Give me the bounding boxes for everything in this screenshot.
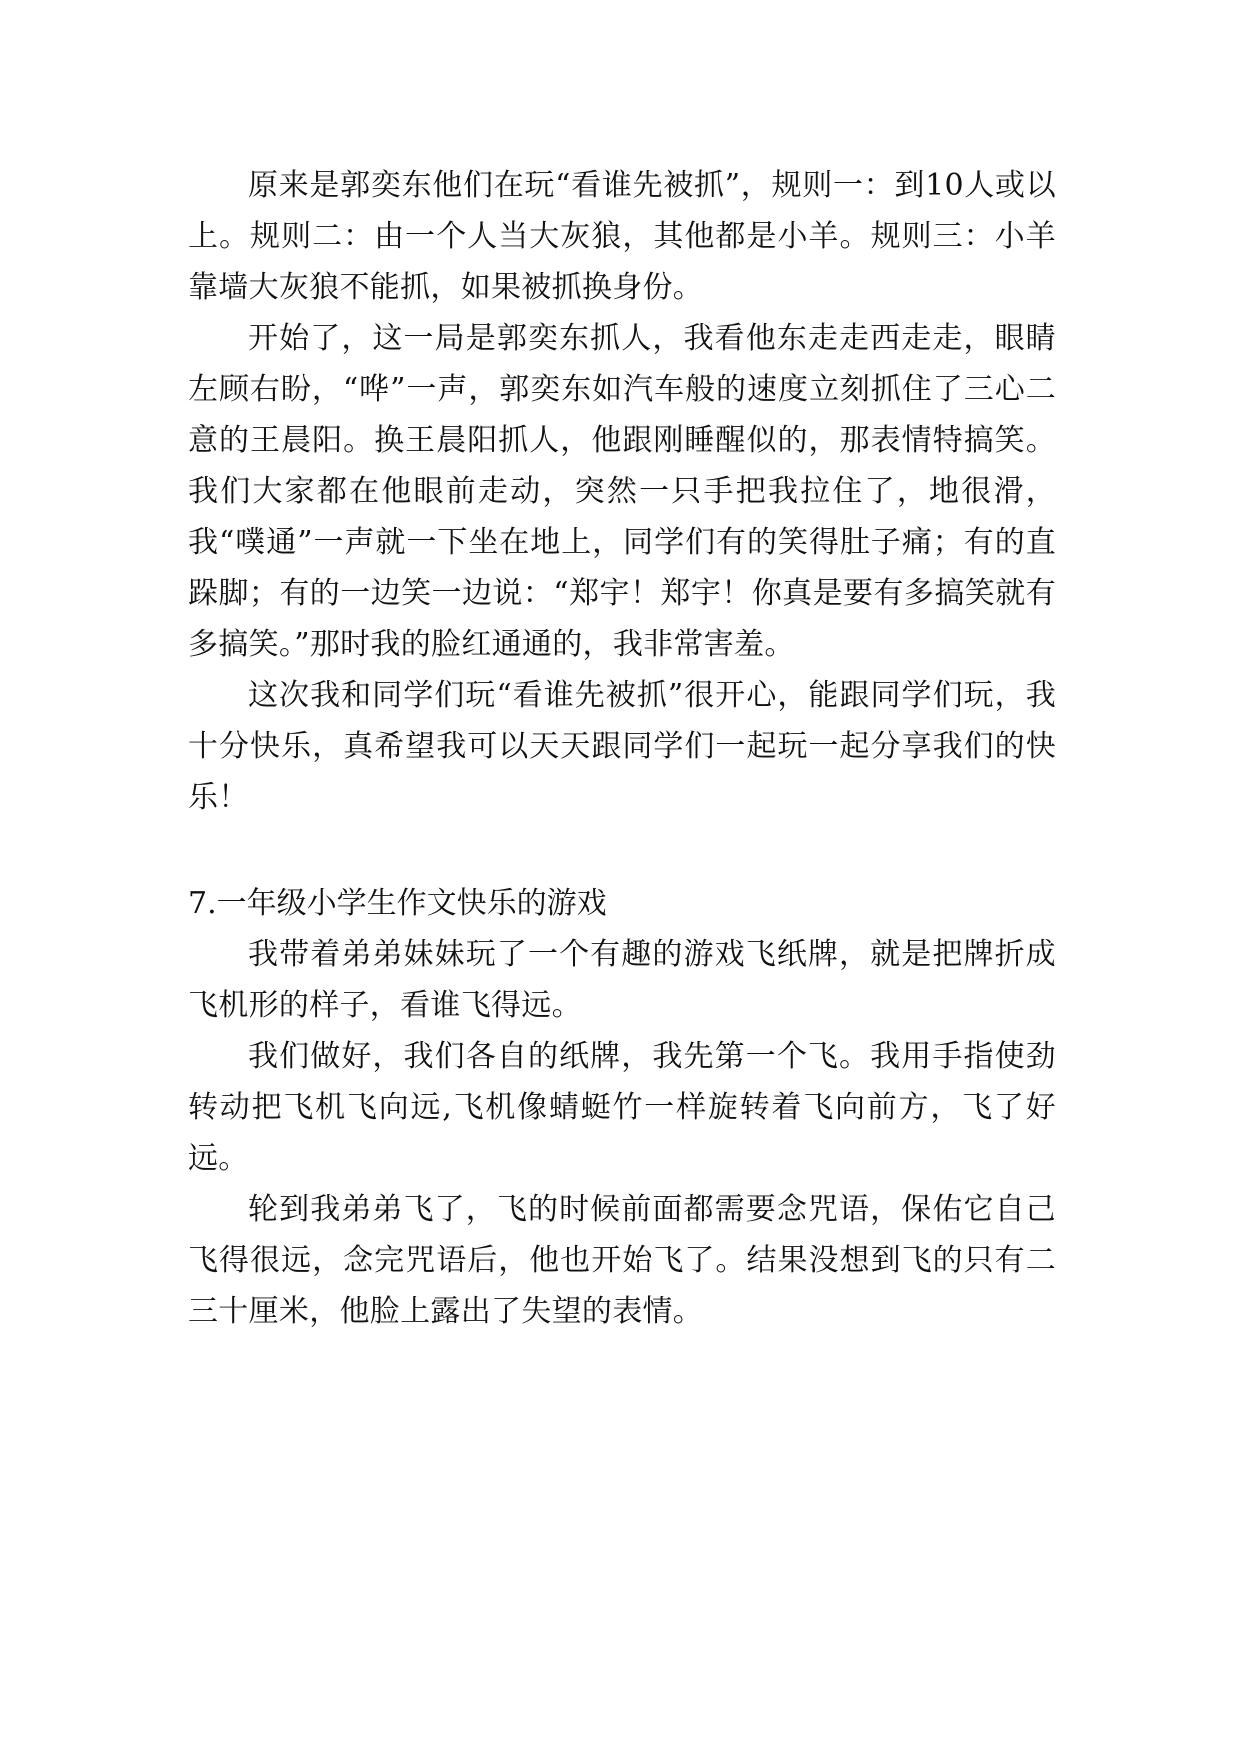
paragraph-game-story: 开始了，这一局是郭奕东抓人，我看他东走走西走走，眼睛左顾右盼，“哗”一声，郭奕东如汽车般的速度立刻抓住了三心二意的王晨阳。换王晨阳抓人，他跟刚睡醒似的，那表情特搞笑。我们大家都在他眼前走动，突然一只手把我拉住了，地很滑，我“噗通”一声就一下坐在地上，同学们有的笑得肚子痛；有的直跺脚；有的一边笑一边说：“郑宇！郑宇！你真是要有多搞笑就有多搞笑。”那时我的脸红通通的，我非常害羞。 <box>188 321 1056 662</box>
document-page <box>188 160 1056 1337</box>
paragraph-game-rules: 原来是郭奕东他们在玩“看谁先被抓”，规则一：到10人或以上。规则二：由一个人当大灰狼，其他都是小羊。规则三：小羊靠墙大灰狼不能抓，如果被抓换身份。 <box>188 168 1056 305</box>
section-spacer <box>188 823 1056 878</box>
paragraph-first-flight: 我们做好，我们各自的纸牌，我先第一个飞。我用手指使劲转动把飞机飞向远,飞机像蜻蜓竹一样旋转着飞向前方，飞了好远。 <box>188 1039 1056 1176</box>
paragraph-game-conclusion: 这次我和同学们玩“看谁先被抓”很开心，能跟同学们玩，我十分快乐，真希望我可以天天跟同学们一起玩一起分享我们的快乐！ <box>188 678 1056 815</box>
paragraph-paper-plane-intro: 我带着弟弟妹妹玩了一个有趣的游戏飞纸牌，就是把牌折成飞机形的样子，看谁飞得远。 <box>188 937 1056 1023</box>
essay-heading: 7.一年级小学生作文快乐的游戏 <box>188 886 607 921</box>
paragraph-brother-flight: 轮到我弟弟飞了，飞的时候前面都需要念咒语，保佑它自己飞得很远，念完咒语后，他也开始飞了。结果没想到飞的只有二三十厘米，他脸上露出了失望的表情。 <box>188 1192 1056 1329</box>
